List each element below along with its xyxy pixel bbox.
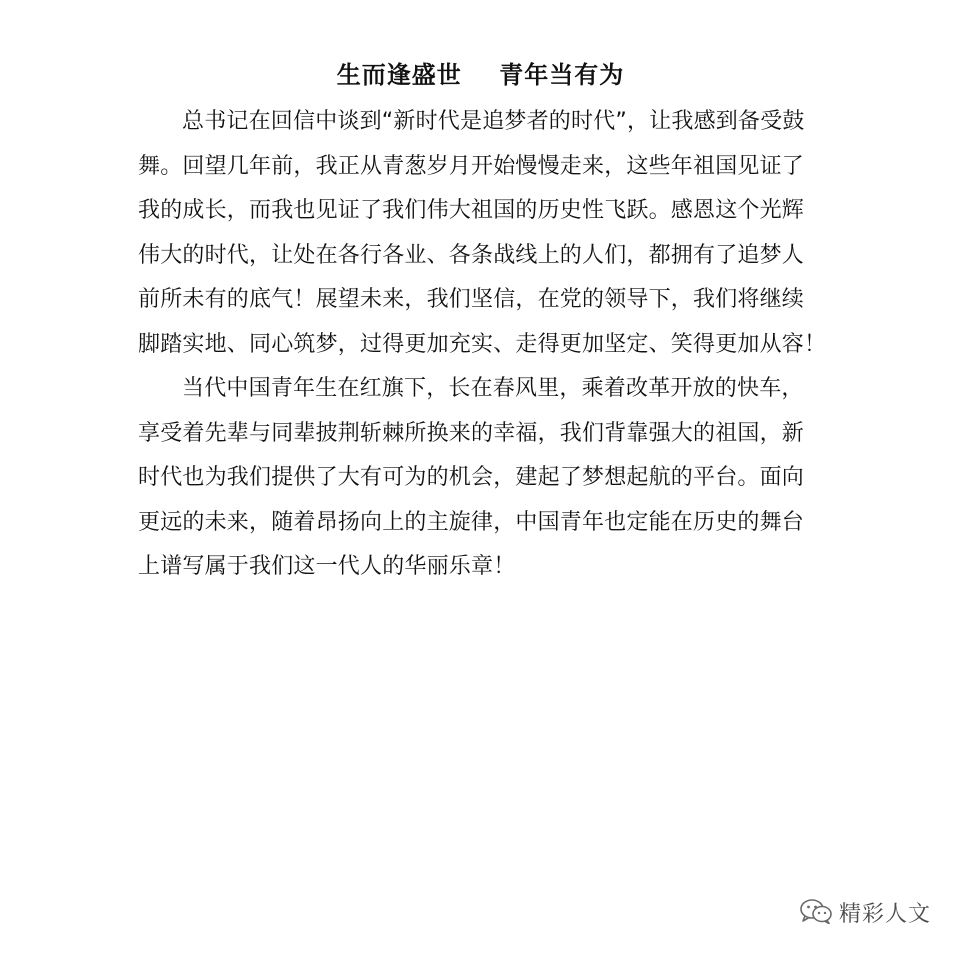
watermark-text: 精彩人文 [838, 902, 931, 927]
text-line: 脚踏实地、同心筑梦，过得更加充实、走得更加坚定、笑得更加从容！ [138, 331, 827, 357]
document-body [138, 100, 838, 590]
text-line: 我的成长，而我也见证了我们伟大祖国的历史性飞跃。感恩这个光辉 [138, 198, 805, 223]
text-line: 前所未有的底气！展望未来，我们坚信，在党的领导下，我们将继续 [138, 287, 805, 312]
text-line: 伟大的时代，让处在各行各业、各条战线上的人们，都拥有了追梦人 [138, 242, 805, 268]
document-title: 生而逢盛世 青年当有为 [336, 61, 625, 89]
text-line: 总书记在回信中谈到“新时代是追梦者的时代”，让我感到备受鼓 [182, 109, 805, 134]
watermark [799, 897, 931, 928]
text-line: 享受着先辈与同辈披荆斩棘所换来的幸福，我们背靠强大的祖国，新 [138, 420, 805, 446]
text-line: 时代也为我们提供了大有可为的机会，建起了梦想起航的平台。面向 [138, 465, 805, 490]
wechat-icon [799, 898, 833, 928]
text-line: 上谱写属于我们这一代人的华丽乐章！ [138, 554, 516, 579]
text-line: 更远的未来，随着昂扬向上的主旋律，中国青年也定能在历史的舞台 [138, 509, 805, 535]
text-line: 舞。回望几年前，我正从青葱岁月开始慢慢走来，这些年祖国见证了 [138, 153, 805, 179]
text-line: 当代中国青年生在红旗下，长在春风里，乘着改革开放的快车， [182, 376, 804, 401]
